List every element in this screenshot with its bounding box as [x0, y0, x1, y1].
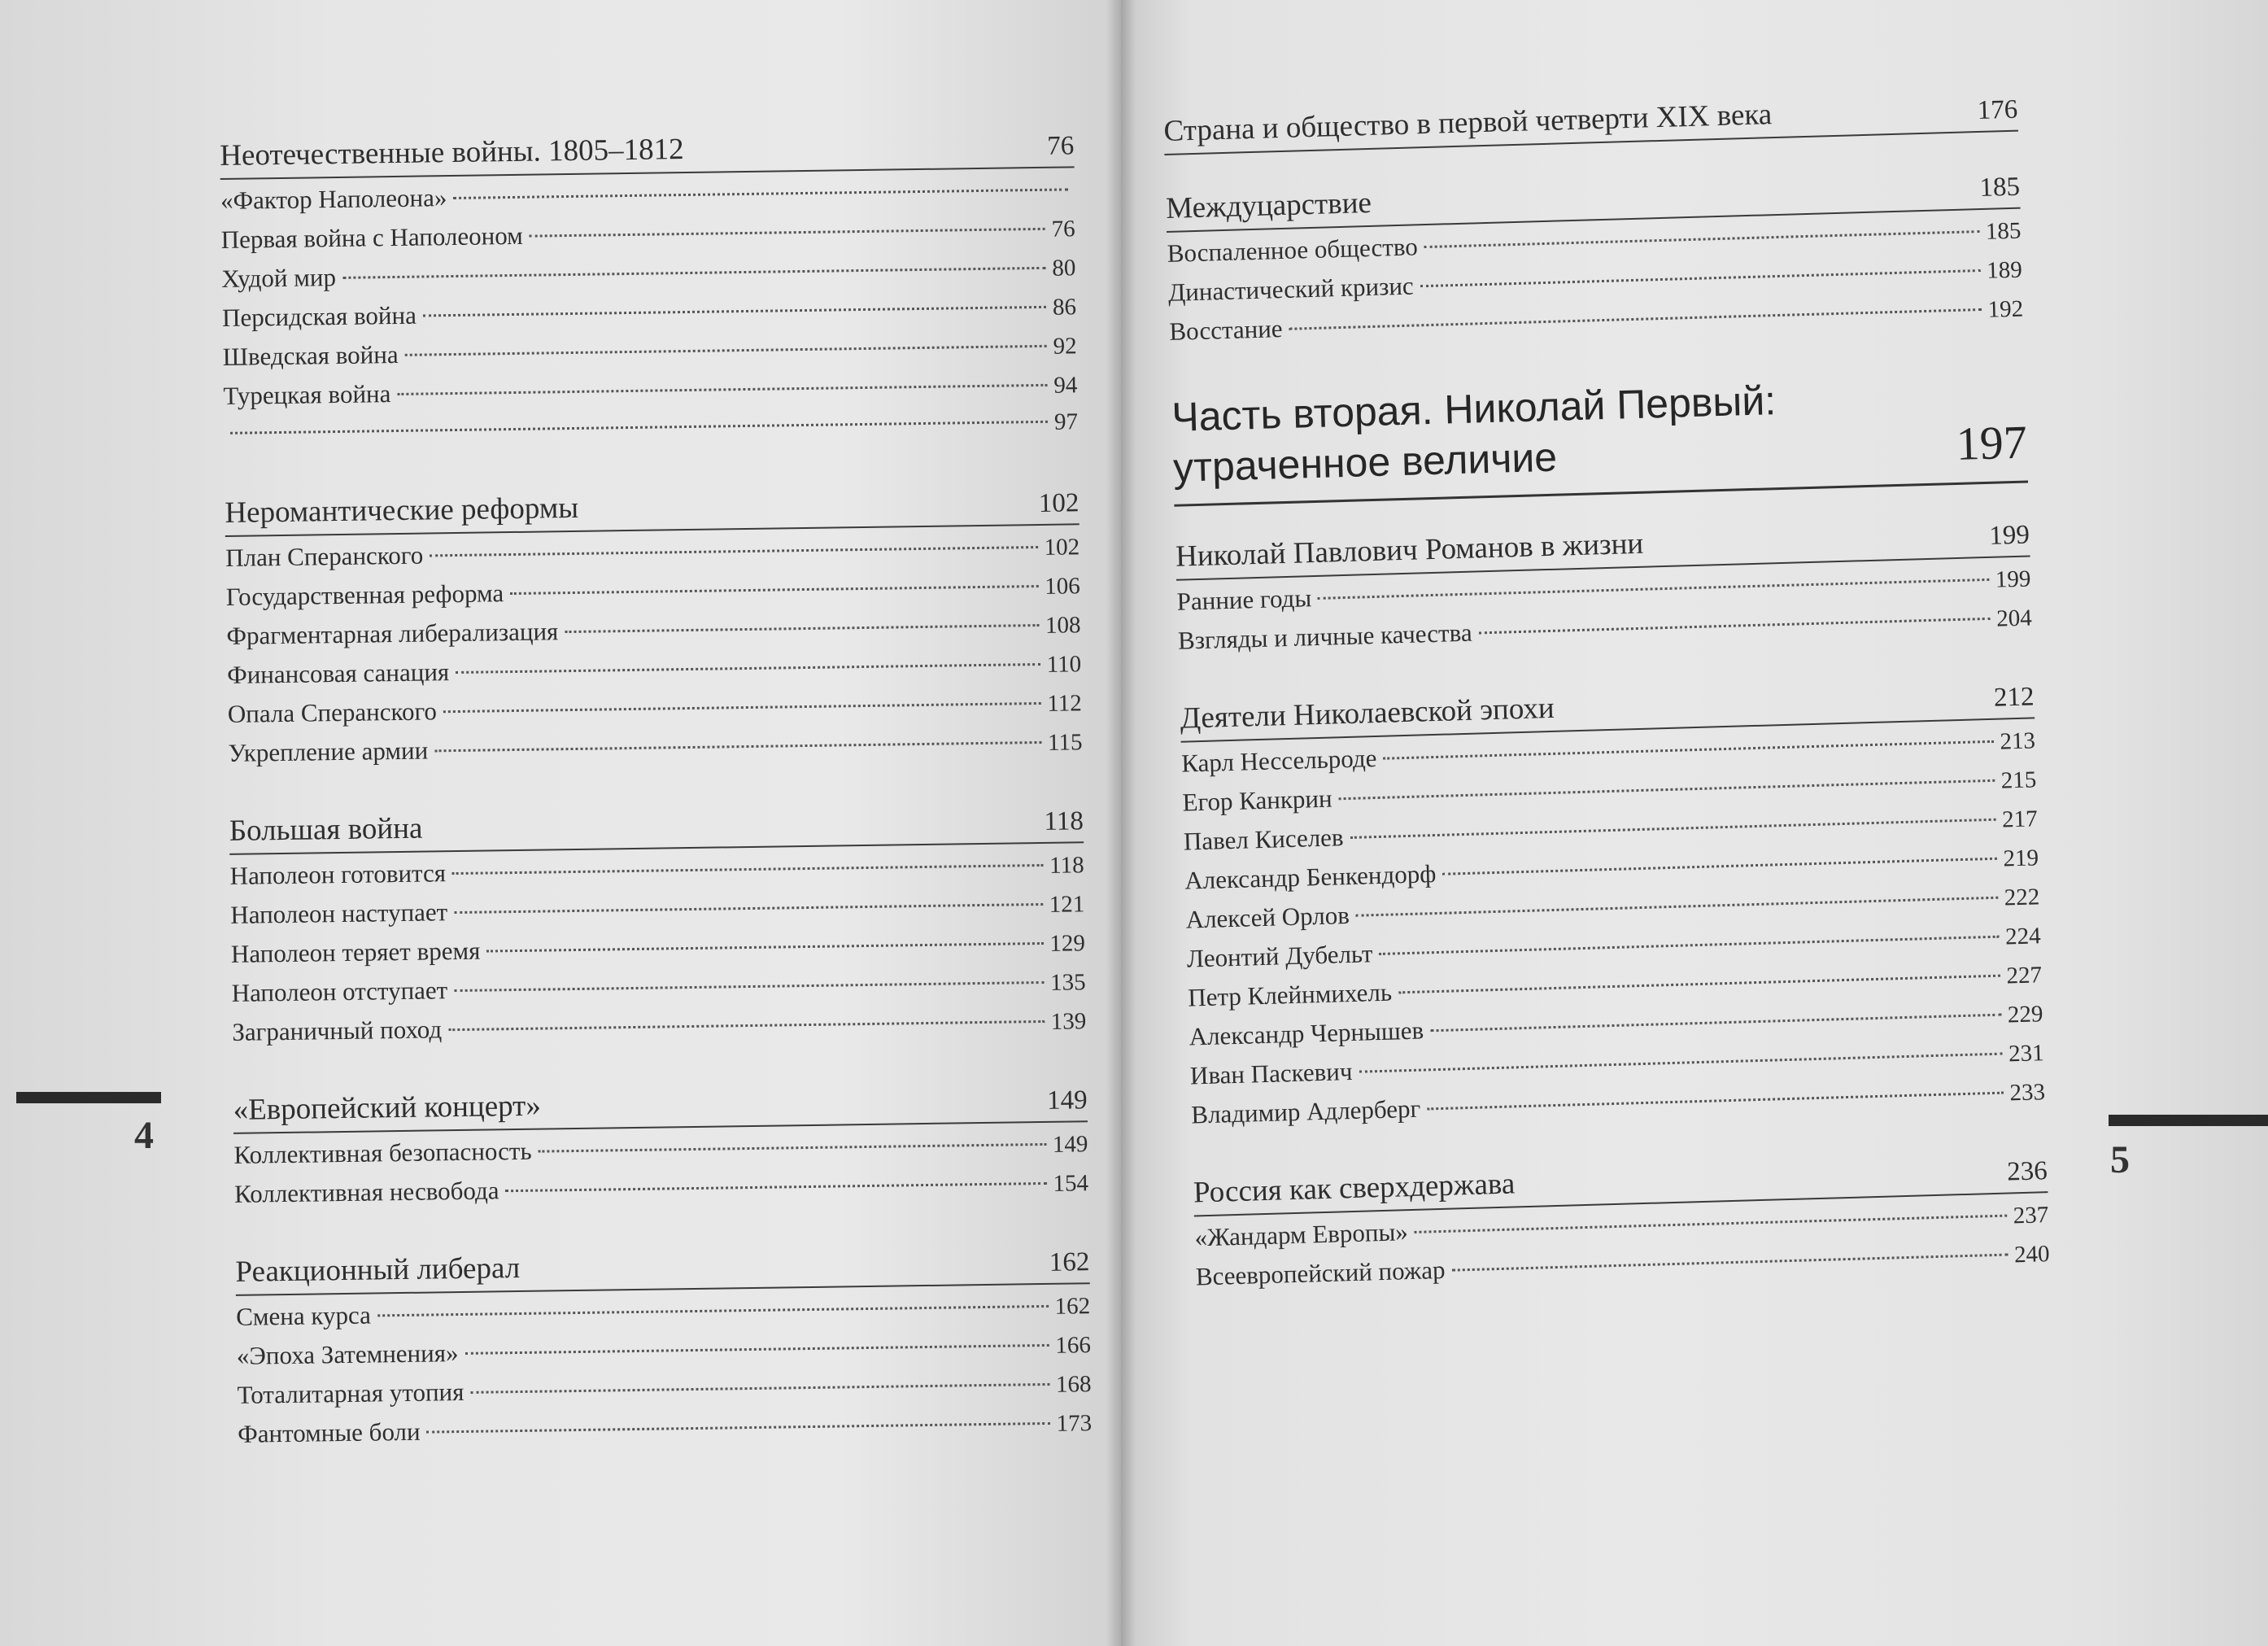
entry-title: Коллективная несвобода: [233, 1176, 499, 1208]
dot-leader: [1289, 308, 1981, 330]
toc-right-bottom-section: [1175, 515, 2051, 1301]
entry-title: Александр Бенкендорф: [1184, 859, 1437, 895]
entry-title: Леонтий Дубельт: [1186, 939, 1373, 973]
toc-chapter: [1175, 515, 2033, 665]
entry-page-number: 115: [1047, 729, 1083, 756]
chapter-page-number: 212: [1993, 682, 2035, 713]
entry-page-number: 162: [1054, 1293, 1091, 1320]
chapter-heading: [233, 1081, 1088, 1134]
entry-page-number: 108: [1045, 612, 1081, 639]
chapter-title: Деятели Николаевской эпохи: [1180, 691, 1555, 736]
dot-leader: [342, 267, 1045, 279]
dot-leader: [423, 306, 1046, 317]
dot-leader: [1359, 1053, 2002, 1073]
chapter-page-number: 185: [1978, 172, 2021, 203]
entry-title: «Фактор Наполеона»: [220, 183, 447, 215]
toc-chapter: [229, 801, 1087, 1057]
chapter-page-number: 176: [1977, 94, 2018, 126]
folio-number-right: 5: [2110, 1138, 2130, 1181]
entry-page-number: 229: [2007, 1001, 2043, 1028]
book-gutter: [1106, 0, 1136, 1646]
dot-leader: [434, 741, 1041, 752]
entry-page-number: 92: [1053, 333, 1077, 360]
entry-page-number: 185: [1985, 217, 2022, 245]
entry-page-number: 199: [1995, 565, 2031, 593]
part-title: [1171, 375, 1778, 493]
dot-leader: [530, 228, 1045, 238]
chapter-page-number: 118: [1044, 806, 1084, 836]
toc-chapter: [1193, 1151, 2050, 1301]
entry-title: Смена курса: [235, 1300, 372, 1331]
entry-page-number: 237: [2013, 1202, 2049, 1229]
dot-leader: [1356, 897, 1998, 917]
dot-leader: [539, 1143, 1046, 1153]
entry-title: Иван Паскевич: [1189, 1056, 1353, 1090]
dot-leader: [1318, 579, 1989, 600]
entry-title: Фрагментарная либерализация: [226, 617, 559, 650]
entry-page-number: 168: [1055, 1371, 1092, 1398]
dot-leader: [230, 421, 1048, 434]
dot-leader: [470, 1383, 1049, 1394]
entry-title: Государственная реформа: [225, 579, 504, 611]
chapter-heading: [229, 801, 1084, 855]
folio-number-left: 4: [134, 1114, 154, 1157]
entry-page-number: 173: [1056, 1410, 1093, 1437]
chapter-title: Неромантические реформы: [225, 491, 579, 530]
toc-chapter: [1180, 677, 2046, 1139]
table-of-contents-left: [220, 126, 1093, 1494]
dot-leader: [1339, 779, 1995, 801]
dot-leader: [430, 546, 1037, 557]
chapter-page-number: 199: [1988, 520, 2030, 551]
table-of-contents-right: [1163, 90, 2052, 1338]
chapter-page-number: 149: [1046, 1085, 1088, 1116]
folio-bar-right: [2109, 1115, 2268, 1126]
part-page-number: 197: [1955, 415, 2028, 470]
entry-title: «Жандарм Европы»: [1194, 1217, 1409, 1252]
toc-chapter: [235, 1242, 1092, 1459]
entry-page-number: 110: [1046, 651, 1082, 678]
chapter-page-number: 102: [1038, 488, 1079, 518]
entry-title: Финансовая санация: [226, 657, 450, 689]
entry-title: Турецкая война: [223, 379, 391, 410]
entry-title: Ранние годы: [1176, 583, 1312, 616]
entry-title: Всеевропейский пожар: [1195, 1255, 1446, 1291]
dot-leader: [1442, 858, 1996, 875]
entry-page-number: 102: [1044, 534, 1080, 561]
dot-leader: [1430, 1014, 2001, 1033]
entry-page-number: 240: [2013, 1241, 2050, 1268]
chapter-page-number: 236: [2006, 1156, 2048, 1187]
entry-page-number: 192: [1987, 295, 2024, 323]
dot-leader: [1415, 1215, 2007, 1233]
entry-title: Наполеон отступает: [231, 976, 448, 1007]
entry-title: Фантомные боли: [237, 1417, 421, 1448]
chapter-page-number: 76: [1046, 131, 1075, 161]
part-heading: [1171, 369, 2029, 507]
dot-leader: [405, 345, 1047, 356]
dot-leader: [465, 1344, 1049, 1355]
chapter-title: Страна и общество в первой четверти XIX века: [1163, 98, 1773, 148]
entry-page-number: 76: [1051, 216, 1075, 242]
entry-title: Династический кризис: [1167, 271, 1415, 307]
dot-leader: [377, 1305, 1049, 1317]
dot-leader: [1427, 1092, 2003, 1111]
entry-title: Заграничный поход: [232, 1015, 443, 1046]
toc-chapter: [225, 483, 1083, 778]
dot-leader: [453, 188, 1068, 199]
dot-leader: [1383, 740, 1993, 760]
entry-title: Павел Киселев: [1183, 823, 1345, 856]
entry-page-number: 222: [2004, 884, 2040, 911]
entry-page-number: 80: [1052, 255, 1076, 282]
part-title-line2: утраченное величие: [1172, 434, 1558, 491]
dot-leader: [454, 903, 1043, 914]
part-title-line1: Часть вторая. Николай Первый:: [1171, 378, 1777, 440]
dot-leader: [1451, 1254, 2008, 1272]
dot-leader: [565, 624, 1039, 633]
entry-page-number: 94: [1053, 372, 1078, 399]
dot-leader: [506, 1182, 1047, 1192]
entry-page-number: 112: [1047, 690, 1083, 717]
chapter-title: «Европейский концерт»: [233, 1089, 542, 1127]
entry-title: Восстание: [1168, 314, 1283, 346]
dot-leader: [427, 1422, 1050, 1434]
entry-title: «Эпоха Затемнения»: [236, 1338, 459, 1370]
entry-title: Александр Чернышев: [1189, 1015, 1424, 1051]
dot-leader: [510, 585, 1038, 595]
entry-title: Персидская война: [221, 300, 417, 332]
entry-title: Тоталитарная утопия: [237, 1377, 465, 1409]
toc-chapter: [220, 126, 1078, 460]
dot-leader: [486, 942, 1043, 953]
entry-title: Карл Нессельроде: [1180, 743, 1377, 778]
dot-leader: [454, 981, 1044, 992]
entry-page-number: 106: [1045, 573, 1081, 600]
chapter-page-number: 162: [1049, 1247, 1090, 1277]
entry-title: Первая война с Наполеоном: [220, 220, 523, 254]
dot-leader: [1350, 819, 1996, 839]
entry-page-number: 135: [1049, 969, 1086, 996]
entry-title: Воспаленное общество: [1167, 232, 1419, 268]
entry-title: Егор Канкрин: [1182, 784, 1333, 817]
entry-title: Шведская война: [222, 339, 399, 371]
toc-right-top-section: [1163, 90, 2024, 356]
entry-page-number: 217: [2001, 806, 2039, 833]
entry-title: Худой мир: [221, 263, 337, 293]
chapter-title: Междуцарствие: [1165, 186, 1372, 225]
entry-page-number: 149: [1052, 1131, 1088, 1158]
entry-title: Опала Сперанского: [227, 696, 438, 728]
chapter-title: Россия как сверхдержава: [1193, 1167, 1516, 1210]
entry-page-number: 231: [2008, 1040, 2045, 1067]
entry-page-number: 227: [2006, 962, 2043, 989]
chapter-title: Реакционный либерал: [235, 1251, 521, 1289]
dot-leader: [456, 663, 1040, 674]
dot-leader: [1398, 975, 2000, 994]
entry-page-number: 213: [1999, 727, 2036, 755]
entry-page-number: 121: [1049, 891, 1085, 918]
dot-leader: [443, 702, 1040, 713]
entry-page-number: 215: [2000, 766, 2037, 794]
entry-page-number: 97: [1053, 408, 1079, 435]
dot-leader: [452, 864, 1043, 875]
dot-leader: [1379, 936, 1999, 955]
entry-title: Наполеон наступает: [230, 897, 448, 929]
dot-leader: [1479, 618, 1991, 635]
toc-chapter: [1166, 168, 2024, 356]
dot-leader: [448, 1020, 1045, 1031]
entry-title: Петр Клейнмихель: [1187, 977, 1393, 1012]
entry-page-number: 166: [1055, 1332, 1092, 1359]
entry-page-number: 86: [1052, 294, 1077, 321]
dot-leader: [1424, 230, 1979, 248]
chapter-heading: [235, 1242, 1090, 1296]
entry-title: Коллективная безопасность: [233, 1136, 532, 1169]
entry-page-number: 129: [1049, 930, 1086, 957]
entry-title: Наполеон теряет время: [230, 936, 481, 968]
folio-bar-left: [16, 1092, 161, 1103]
chapter-heading: [225, 483, 1079, 537]
entry-page-number: 224: [2004, 923, 2042, 950]
entry-page-number: 189: [1986, 256, 2023, 284]
entry-title: Наполеон готовится: [229, 858, 447, 890]
chapter-title: Николай Павлович Романов в жизни: [1175, 526, 1644, 574]
entry-page-number: 139: [1050, 1008, 1087, 1035]
entry-page-number: 204: [1995, 605, 2033, 632]
entry-page-number: 118: [1049, 852, 1084, 879]
toc-chapter: [233, 1081, 1088, 1219]
dot-leader: [1420, 269, 1981, 287]
entry-title: Владимир Адлерберг: [1190, 1094, 1421, 1129]
entry-page-number: 233: [2009, 1079, 2046, 1107]
entry-title: Алексей Орлов: [1185, 901, 1350, 934]
entry-title: Взгляды и личные качества: [1177, 618, 1473, 655]
dot-leader: [397, 384, 1047, 395]
entry-page-number: 154: [1053, 1170, 1089, 1197]
entry-page-number: 219: [2003, 845, 2039, 872]
chapter-title: Большая война: [229, 811, 423, 848]
chapter-title: Неотечественные войны. 1805–1812: [220, 133, 684, 172]
entry-title: План Сперанского: [225, 540, 424, 572]
entry-title: Укрепление армии: [228, 736, 429, 767]
